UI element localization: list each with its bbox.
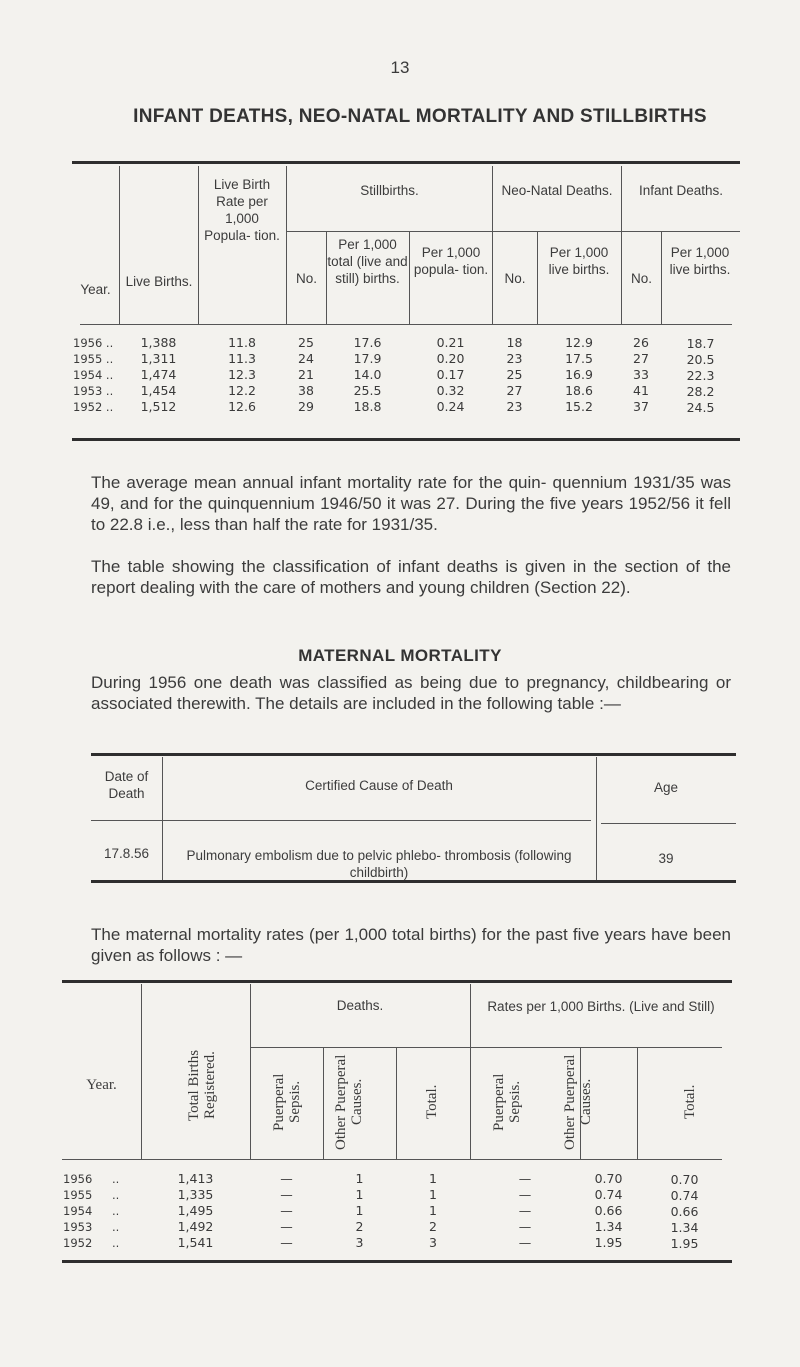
cell-leader-dots: ..	[112, 1188, 120, 1202]
cell-sb-no: 21	[298, 367, 314, 382]
cell-d-other: 1	[355, 1171, 364, 1186]
col-divider	[637, 1048, 638, 1159]
cell-nn-per: 18.6	[565, 383, 593, 398]
cell-d-total: 1	[429, 1203, 437, 1218]
header-nn-per: Per 1,000 live births.	[548, 245, 610, 277]
cell-sb-no: 25	[298, 335, 314, 350]
header-live-births: Live Births.	[125, 274, 193, 289]
cell-r-total: 1.95	[670, 1236, 699, 1251]
table-top-rule	[72, 161, 740, 164]
header-d-puerperal-sepsis: Puerperal Sepsis.	[271, 1073, 303, 1131]
cell-year: 1956	[63, 1172, 93, 1186]
header-d-other-causes: Other Puerperal Causes.	[333, 1054, 365, 1150]
header-bottom-rule	[80, 324, 732, 325]
cell-inf-no: 26	[633, 335, 649, 350]
cell-live-births: 1,474	[140, 367, 177, 382]
cell-r-other: 0.74	[594, 1187, 623, 1202]
paragraph-classification: The table showing the classification of infant deaths is given in the section of the report dealing with the care of mothers and young children (Section 22).	[91, 557, 731, 597]
header-date-of-death: Date of Death	[104, 769, 149, 801]
cell-leader-dots: ..	[112, 1236, 120, 1250]
cell-r-sepsis: —	[518, 1203, 532, 1218]
cell-inf-no: 37	[633, 399, 649, 414]
cell-nn-per: 15.2	[565, 399, 593, 414]
cell-d-sepsis: —	[280, 1203, 293, 1218]
cell-total-births: 1,495	[177, 1203, 214, 1218]
col-divider	[470, 984, 471, 1159]
header-inf-per: Per 1,000 live births.	[669, 245, 731, 277]
header-total-births: Total Births Registered.	[186, 1049, 218, 1121]
cell-r-total: 0.74	[670, 1188, 699, 1203]
header-inf-no: No.	[630, 271, 652, 286]
col-divider	[119, 166, 120, 324]
page-number: 13	[390, 58, 410, 77]
header-r-total: Total.	[682, 1084, 698, 1120]
cell-inf-no: 27	[633, 351, 649, 366]
header-infant: Infant Deaths.	[638, 183, 724, 198]
table-top-rule	[62, 980, 732, 983]
cell-year: 1955 ..	[73, 352, 114, 366]
header-d-total: Total.	[424, 1084, 440, 1120]
header-sb-per-total: Per 1,000 total (live and still) births.	[327, 237, 408, 286]
header-divider	[471, 1047, 722, 1048]
cell-year: 1953	[63, 1220, 93, 1234]
cell-sb-no: 29	[298, 399, 314, 414]
table-top-rule	[91, 753, 736, 756]
header-divider	[601, 823, 736, 824]
cell-d-sepsis: —	[280, 1219, 293, 1234]
cell-year: 1952 ..	[73, 400, 114, 414]
header-stillbirths: Stillbirths.	[360, 183, 419, 198]
cell-r-total: 1.34	[670, 1220, 699, 1235]
header-rates: Rates per 1,000 Births. (Live and Still)	[487, 999, 715, 1014]
header-year: Year.	[86, 1077, 117, 1093]
col-divider	[537, 232, 538, 324]
cell-nn-per: 16.9	[565, 367, 593, 382]
cell-d-total: 3	[429, 1235, 437, 1250]
cell-inf-no: 33	[633, 367, 649, 382]
cell-live-births: 1,388	[140, 335, 177, 350]
cell-sb-no: 24	[298, 351, 314, 366]
cell-inf-no: 41	[633, 383, 649, 398]
cell-leader-dots: ..	[112, 1204, 120, 1218]
cell-live-births: 1,512	[140, 399, 177, 414]
col-divider	[198, 166, 199, 324]
header-live-birth-rate: Live Birth Rate per 1,000 Popula- tion.	[204, 177, 280, 243]
cell-age: 39	[658, 851, 674, 866]
paragraph-maternal-intro: During 1956 one death was classified as being due to pregnancy, childbearing or associated therewith. The details are included in the following table :—	[91, 673, 731, 713]
table-bottom-rule	[91, 880, 736, 883]
cell-d-sepsis: —	[280, 1235, 293, 1250]
header-r-puerperal-sepsis: Puerperal Sepsis.	[491, 1073, 523, 1131]
col-divider	[396, 1048, 397, 1159]
section-heading-maternal: MATERNAL MORTALITY	[298, 646, 502, 665]
cell-nn-no: 18	[506, 335, 523, 350]
cell-sb-total: 17.9	[353, 351, 382, 366]
paragraph-rates-intro: The maternal mortality rates (per 1,000 total births) for the past five years have been given as follows : —	[91, 925, 731, 965]
col-divider	[661, 232, 662, 324]
cell-d-total: 1	[429, 1187, 437, 1202]
cell-sb-pop: 0.20	[436, 351, 465, 366]
cell-inf-per: 22.3	[686, 368, 715, 383]
header-divider	[287, 231, 492, 232]
cell-sb-total: 18.8	[353, 399, 382, 414]
cell-d-other: 3	[355, 1235, 364, 1250]
page-title: INFANT DEATHS, NEO-NATAL MORTALITY AND STILLBIRTHS	[133, 106, 707, 127]
cell-d-other: 1	[355, 1203, 364, 1218]
cell-rate: 11.3	[228, 351, 256, 366]
cell-d-total: 1	[429, 1171, 437, 1186]
col-divider	[141, 984, 142, 1159]
cell-rate: 12.2	[228, 383, 256, 398]
cell-date: 17.8.56	[103, 846, 150, 861]
cell-r-sepsis: —	[518, 1235, 532, 1250]
table-bottom-rule	[72, 438, 740, 441]
header-r-other-causes: Other Puerperal Causes.	[562, 1054, 594, 1150]
cell-total-births: 1,413	[177, 1171, 214, 1186]
cell-d-other: 1	[355, 1187, 364, 1202]
cell-d-sepsis: —	[280, 1187, 293, 1202]
paragraph-infant-rate: The average mean annual infant mortality rate for the quin- quennium 1931/35 was 49, and for the quinquennium 1946/50 it was 27. During the five years 1952/56 it fell to 22.8 i.e., less than half the rate for 1931/35.	[91, 473, 731, 534]
cell-r-total: 0.66	[670, 1204, 699, 1219]
col-divider	[323, 1048, 324, 1159]
cell-sb-total: 17.6	[353, 335, 382, 350]
cell-inf-per: 20.5	[686, 352, 715, 367]
cell-r-sepsis: —	[518, 1187, 532, 1202]
cell-d-other: 2	[355, 1219, 364, 1234]
table-bottom-rule	[62, 1260, 732, 1263]
cell-sb-total: 25.5	[353, 383, 382, 398]
cell-total-births: 1,541	[177, 1235, 214, 1250]
header-nn-no: No.	[504, 271, 526, 286]
header-cause-of-death: Certified Cause of Death	[305, 778, 453, 793]
cell-leader-dots: ..	[112, 1220, 120, 1234]
header-deaths: Deaths.	[336, 998, 384, 1013]
cell-leader-dots: ..	[112, 1172, 120, 1186]
header-sb-no: No.	[295, 271, 317, 286]
cell-year: 1954	[63, 1204, 93, 1218]
cell-r-sepsis: —	[518, 1171, 532, 1186]
header-divider	[493, 231, 621, 232]
cell-sb-total: 14.0	[353, 367, 382, 382]
header-age: Age	[653, 780, 679, 795]
cell-sb-pop: 0.32	[436, 383, 465, 398]
cell-r-other: 1.34	[594, 1219, 623, 1234]
header-neo-natal: Neo-Natal Deaths.	[501, 183, 613, 198]
cell-nn-per: 17.5	[565, 351, 593, 366]
cell-live-births: 1,454	[140, 383, 177, 398]
header-year: Year.	[80, 282, 111, 297]
col-divider	[409, 232, 410, 324]
cell-nn-no: 23	[506, 399, 523, 414]
cell-year: 1955	[63, 1188, 93, 1202]
cell-nn-no: 27	[506, 383, 523, 398]
header-sb-per-pop: Per 1,000 popula- tion.	[413, 245, 489, 277]
cell-total-births: 1,492	[177, 1219, 214, 1234]
cell-year: 1953 ..	[73, 384, 114, 398]
header-divider	[622, 231, 740, 232]
cell-nn-no: 25	[506, 367, 523, 382]
cell-inf-per: 28.2	[686, 384, 715, 399]
cell-sb-no: 38	[298, 383, 314, 398]
cell-nn-per: 12.9	[565, 335, 593, 350]
cell-nn-no: 23	[506, 351, 523, 366]
cell-sb-pop: 0.24	[436, 399, 465, 414]
cell-r-other: 0.70	[594, 1171, 623, 1186]
cell-year: 1954 ..	[73, 368, 114, 382]
cell-rate: 11.8	[228, 335, 256, 350]
cell-sb-pop: 0.21	[436, 335, 465, 350]
cell-cause: Pulmonary embolism due to pelvic phlebo- thrombosis (following childbirth)	[186, 848, 572, 880]
col-divider	[162, 757, 163, 881]
cell-live-births: 1,311	[140, 351, 177, 366]
cell-r-other: 1.95	[594, 1235, 623, 1250]
cell-r-sepsis: —	[518, 1219, 532, 1234]
cell-d-total: 2	[429, 1219, 437, 1234]
cell-r-total: 0.70	[670, 1172, 699, 1187]
header-divider	[251, 1047, 470, 1048]
cell-rate: 12.6	[228, 399, 256, 414]
header-divider	[91, 820, 591, 821]
cell-inf-per: 18.7	[686, 336, 715, 351]
cell-inf-per: 24.5	[686, 400, 715, 415]
cell-year: 1952	[63, 1236, 93, 1250]
cell-rate: 12.3	[228, 367, 256, 382]
cell-total-births: 1,335	[177, 1187, 214, 1202]
cell-sb-pop: 0.17	[436, 367, 465, 382]
cell-year: 1956 ..	[73, 336, 114, 350]
cell-d-sepsis: —	[280, 1171, 293, 1186]
cell-r-other: 0.66	[594, 1203, 623, 1218]
header-bottom-rule	[62, 1159, 722, 1160]
